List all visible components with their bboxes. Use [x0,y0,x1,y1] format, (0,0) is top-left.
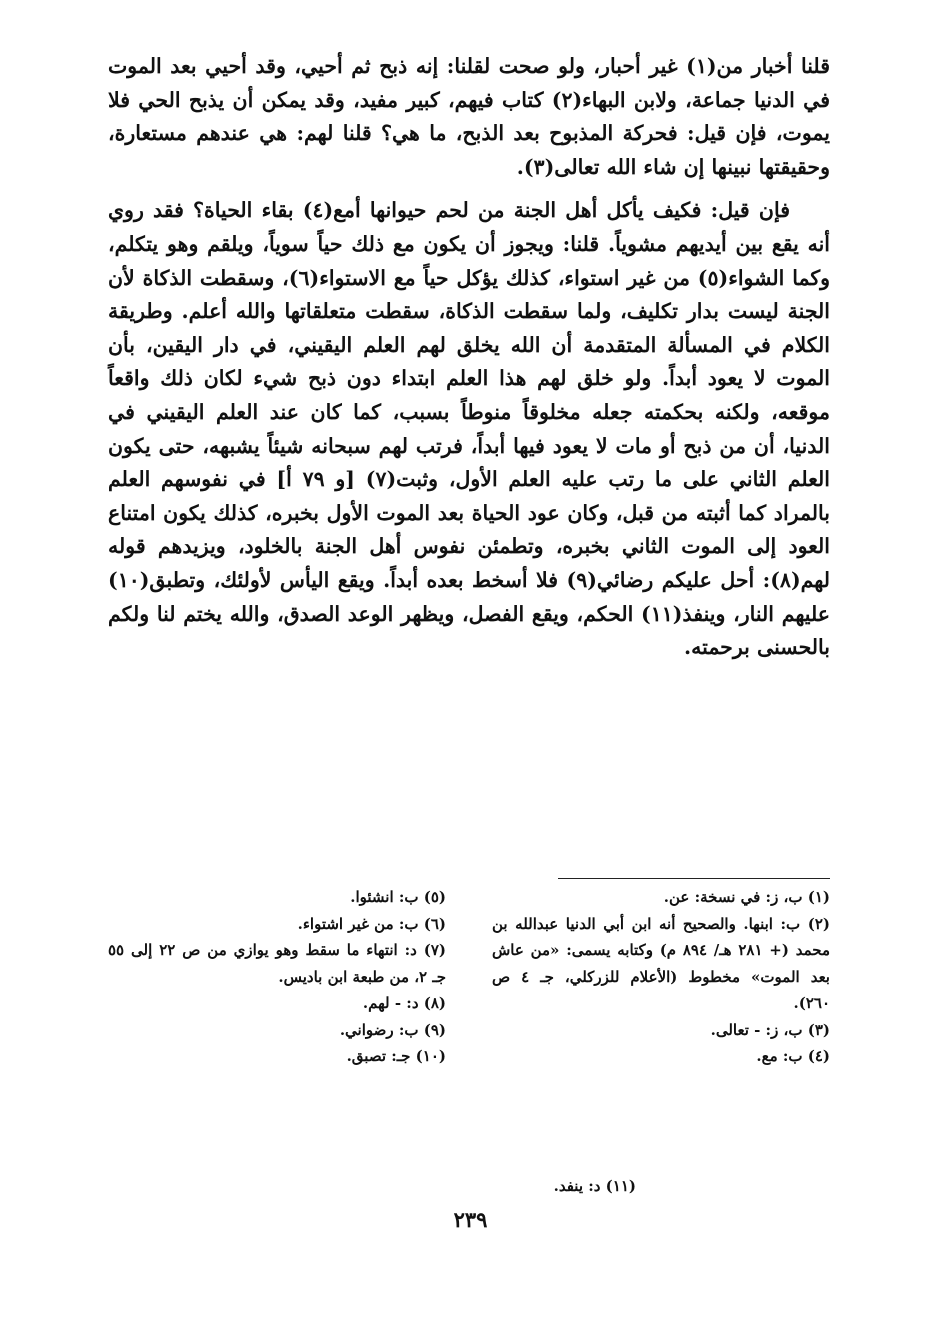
footnote-2: (٢) ب: ابنها. والصحيح أنه ابن أبي الدنيا عبدالله بن محمد (+ ٢٨١ هـ/ ٨٩٤ م) وكتابه يسمى: «من عاش بعد الموت» مخطوط (الأعلام للزركلي، جـ ٤ ص ٢٦٠). [492,914,830,1012]
footnote-4: (٤) ب: مع. [756,1047,830,1065]
page-number: ٢٣٩ [453,1207,488,1232]
main-text [108,50,830,665]
footnotes-left-column [108,884,446,1070]
footnote-7: (٧) د: انتهاء ما سقط وهو يوازي من ص ٢٢ إلى ٥٥ جـ ٢، من طبعة ابن باديس. [108,941,446,986]
footnote-6: (٦) ب: من غير اشتواء. [297,914,446,933]
footnotes-right-column [492,884,830,1070]
footnote-5: (٥) ب: انشئوا. [350,888,446,906]
footnotes [108,884,830,1195]
footnote-3: (٣) ب، ز: - تعالى. [710,1020,830,1039]
paragraph-1: قلنا أخبار من(١) غير أحبار، ولو صحت لقلنا: إنه ذبح ثم أحيي، وقد أحيي بعد الموت في الدنيا جماعة، ولابن البهاء(٢) كتاب فيهم، كبير مفيد، وقد يمكن أن يذبح الحي فلا يموت، فإن قيل: فحركة المذبوح بعد الذبح، ما هي؟ قلنا لهم: هي عندهم مستعارة، وحقيقتها نبينها إن شاء الله تعالى(٣). [108,54,830,179]
footnote-10: (١٠) جـ: تصبق. [346,1047,446,1065]
footnote-11: (١١) د: ينفد. [553,1177,636,1195]
paragraph-2: فإن قيل: فكيف يأكل أهل الجنة من لحم حيوانها أمع(٤) بقاء الحياة؟ فقد روي أنه يقع بين أيديهم مشوياً. قلنا: ويجوز أن يكون مع ذلك حياً سوياً، ويلقم وهو يتكلم، وكما الشواء(٥) من غير استواء، كذلك يؤكل حياً مع الاستواء(٦)، وسقطت الذكاة لأن الجنة ليست بدار تكليف، ولما سقطت الذكاة، سقطت متعلقاتها والله أعلم. وطريقة الكلام في المسألة المتقدمة أن الله يخلق لهم العلم اليقيني، في دار اليقين، بأن الموت لا يعود أبداً. ولو خلق لهم هذا العلم ابتداء دون ذبح شيء لكان ذلك واقعاً موقعه، ولكنه بحكمته جعله مخلوقاً منوطاً بسبب، كما كان عند العلم اليقيني في الدنيا، أن من ذبح أو مات لا يعود فيها أبداً، فرتب لهم سبحانه شيئاً يشبهه، حتى يكون العلم الثاني على ما رتب عليه العلم الأول، وثبت(٧) [و ٧٩ أ] في نفوسهم العلم بالمراد كما أثبته من قبل، وكان عود الحياة بعد الموت الأول بخبره، كذلك يكون امتناع العود إلى الموت الثاني بخبره، وتطمئن نفوس أهل الجنة بالخلود، ويزيدهم قوله لهم(٨): أحل عليكم رضائي(٩) فلا أسخط بعده أبداً. ويقع اليأس لأولئك، وتطبق(١٠) عليهم النار، وينفذ(١١) الحكم، ويقع الفصل، ويظهر الوعد الصدق، والله يختم لنا ولكم بالحسنى برحمته. [108,198,830,660]
footnote-1: (١) ب، ز: في نسخة: عن. [663,888,830,906]
footnote-separator [558,878,830,879]
footnote-9: (٩) ب: رضواني. [339,1020,446,1039]
footnote-8: (٨) د: - لهم. [362,994,446,1012]
